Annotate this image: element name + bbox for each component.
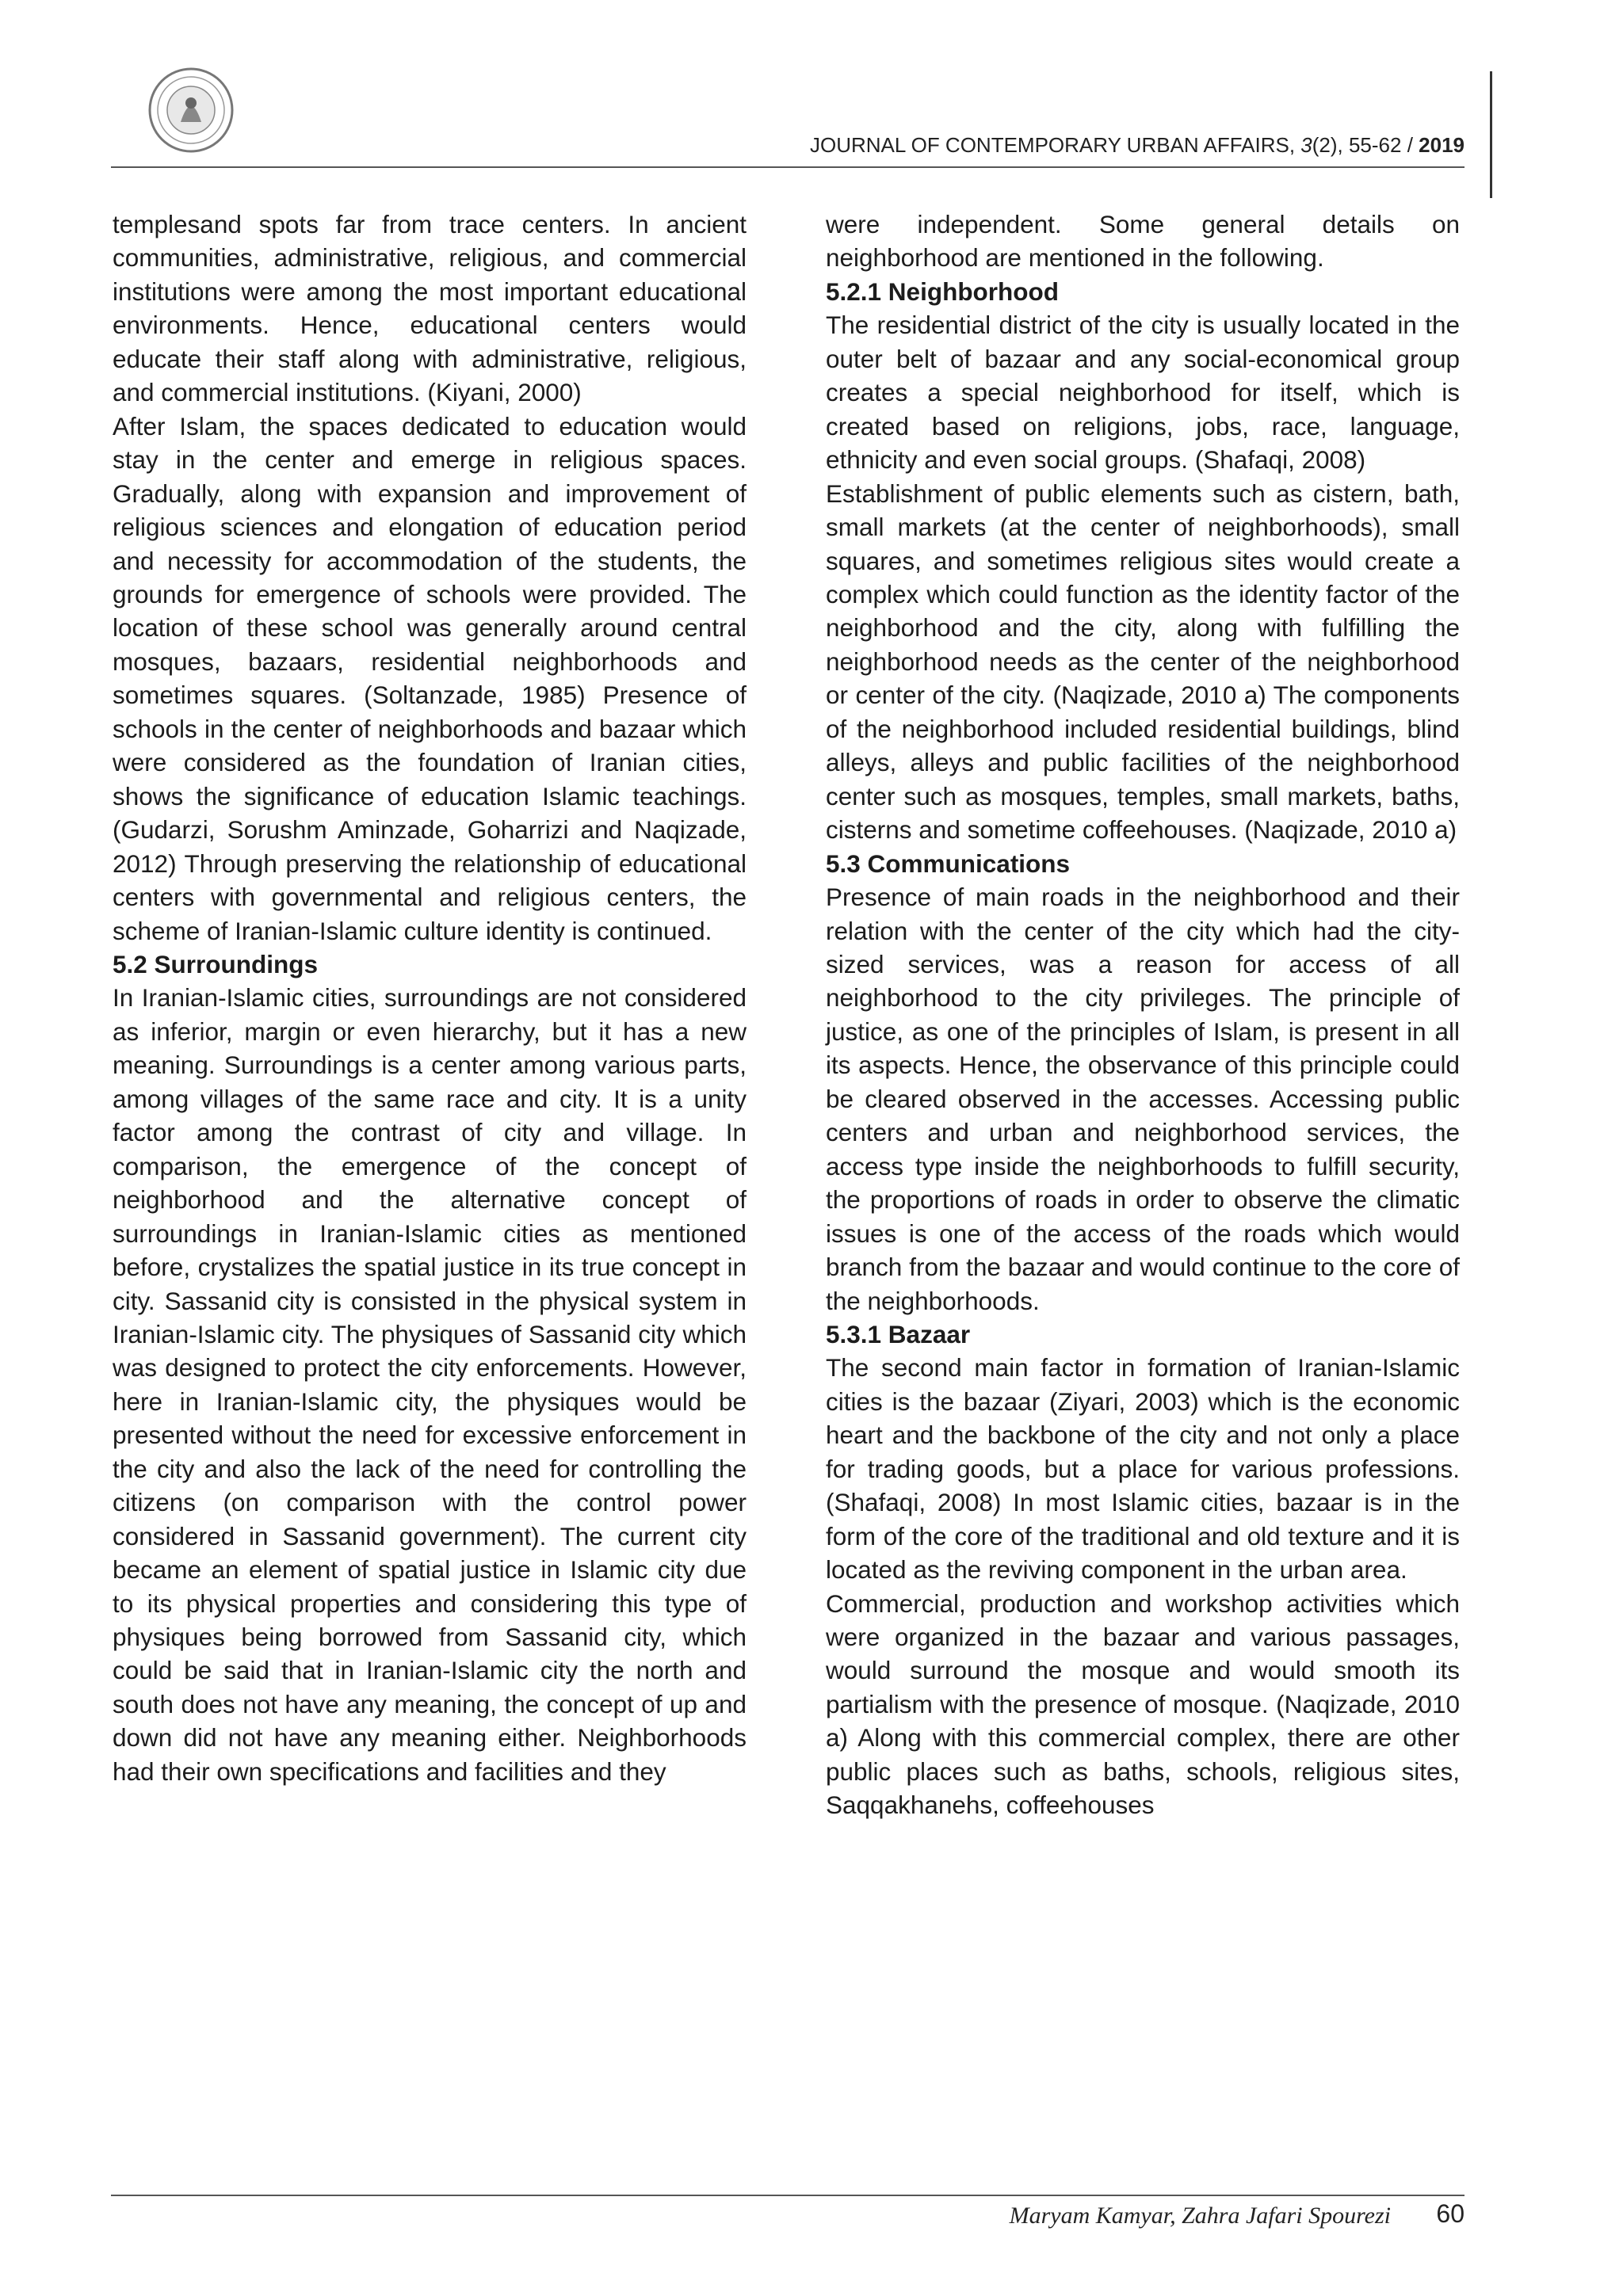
section-heading-neighborhood: 5.2.1 Neighborhood xyxy=(826,277,1060,306)
paragraph: Presence of main roads in the neighborhood and their relation with the center of the city which had the city-sized services, was a reason for access of all neighborhood to the city privileges. The principle of justice, as one of the principles of Islam, is present in all its aspects. Hence, the observance of this principle could be cleared observed in the accesses. Accessing public centers and urban and neighborhood services, the access type inside the neighborhoods to fulfill security, the proportions of roads in order to observe the climatic issues is one of the access of the roads which would branch from the bazaar and would continue to the core of the neighborhoods. xyxy=(826,883,1460,1315)
section-heading-bazaar: 5.3.1 Bazaar xyxy=(826,1319,971,1348)
paragraph: The second main factor in formation of Iranian-Islamic cities is the bazaar (Ziyari, 2003) which is the economic heart and the backbone of the city and not only a place for trading goods, but a place for various professions. (Shafaqi, 2008) In most Islamic cities, bazaar is in the form of the core of the traditional and old texture and it is located as the reviving component in the urban area. xyxy=(826,1353,1460,1585)
journal-name: JOURNAL OF CONTEMPORARY URBAN AFFAIRS, xyxy=(809,133,1301,157)
paragraph: Commercial, production and workshop activities which were organized in the bazaar and various passages, would surround the mosque and would smooth its partialism with the presence of mosque. (Naqizade, 2010 a) Along with this commercial complex, there are other public places such as baths, schools, religious sites, Saqqakhanehs, coffeehouses xyxy=(826,1589,1460,1820)
footer-rule xyxy=(111,2195,1465,2196)
left-column xyxy=(113,208,747,1788)
journal-year: 2019 xyxy=(1419,133,1465,157)
journal-issue-pages: (2), 55-62 / xyxy=(1312,133,1419,157)
paragraph: templesand spots far from trace centers. In ancient communities, administrative, religious, and commercial institutions were among the most important educational environments. Hence, educational centers would educate their staff along with administrative, religious, and commercial institutions. (Kiyani, 2000) xyxy=(113,210,747,407)
journal-volume: 3 xyxy=(1300,133,1312,157)
paragraph: After Islam, the spaces dedicated to education would stay in the center and emerge in religious spaces. Gradually, along with expansion and improvement of religious sciences and elongation of education period and necessity for accommodation of the students, the grounds for emergence of schools were provided. The location of these school was generally around central mosques, bazaars, residential neighborhoods and sometimes squares. (Soltanzade, 1985) Presence of schools in the center of neighborhoods and bazaar which were considered as the foundation of Iranian cities, shows the significance of education Islamic teachings. (Gudarzi, Sorushm Aminzade, Goharrizi and Naqizade, 2012) Through preserving the relationship of educational centers with governmental and religious centers, the scheme of Iranian-Islamic culture identity is continued. xyxy=(113,411,747,945)
paragraph: In Iranian-Islamic cities, surroundings are not considered as inferior, margin or even hierarchy, but it has a new meaning. Surroundings is a center among various parts, among villages of the same race and city. It is a unity factor among the contrast of city and village. In comparison, the emergence of the concept of neighborhood and the alternative concept of surroundings in Iranian-Islamic cities as mentioned before, crystalizes the spatial justice in its true concept in city. Sassanid city is consisted in the physical system in Iranian-Islamic city. The physiques of Sassanid city which was designed to protect the city enforcements. However, here in Iranian-Islamic city, the physiques would be presented without the need for excessive enforcement in the city and also the lack of the need for controlling the citizens (on comparison with the control power considered in Sassanid government). The current city became an element of spatial justice in Islamic city due to its physical properties and considering this type of physiques being borrowed from Sassanid city, which could be said that in Iranian-Islamic city the north and south does not have any meaning, the concept of up and down did not have any meaning either. Neighborhoods had their own specifications and facilities and they xyxy=(113,983,747,1786)
section-heading-communications: 5.3 Communications xyxy=(826,849,1071,878)
journal-seal-logo xyxy=(147,67,235,154)
margin-bar xyxy=(1490,71,1492,198)
paragraph: Establishment of public elements such as cistern, bath, small markets (at the center of neighborhoods), small squares, and sometimes religious sites would create a complex which could function as the identity factor of the neighborhood and the city, along with fulfilling the neighborhood needs as the center of the neighborhood or center of the city. (Naqizade, 2010 a) The components of the neighborhood included residential buildings, blind alleys, alleys and public facilities of the neighborhood center such as mosques, temples, small markets, baths, cisterns and sometime coffeehouses. (Naqizade, 2010 a) xyxy=(826,479,1460,845)
footer-authors: Maryam Kamyar, Zahra Jafari Spourezi xyxy=(1009,2203,1391,2229)
right-column xyxy=(826,208,1460,1822)
header-rule xyxy=(111,166,1465,168)
paragraph: The residential district of the city is usually located in the outer belt of bazaar and any social-economical group creates a special neighborhood for itself, which is created based on religions, jobs, race, language, ethnicity and even social groups. (Shafaqi, 2008) xyxy=(826,311,1460,475)
paragraph: were independent. Some general details on neighborhood are mentioned in the following. xyxy=(826,210,1460,273)
section-heading-surroundings: 5.2 Surroundings xyxy=(113,949,319,978)
journal-header xyxy=(697,133,1465,158)
page-number: 60 xyxy=(1436,2199,1465,2228)
